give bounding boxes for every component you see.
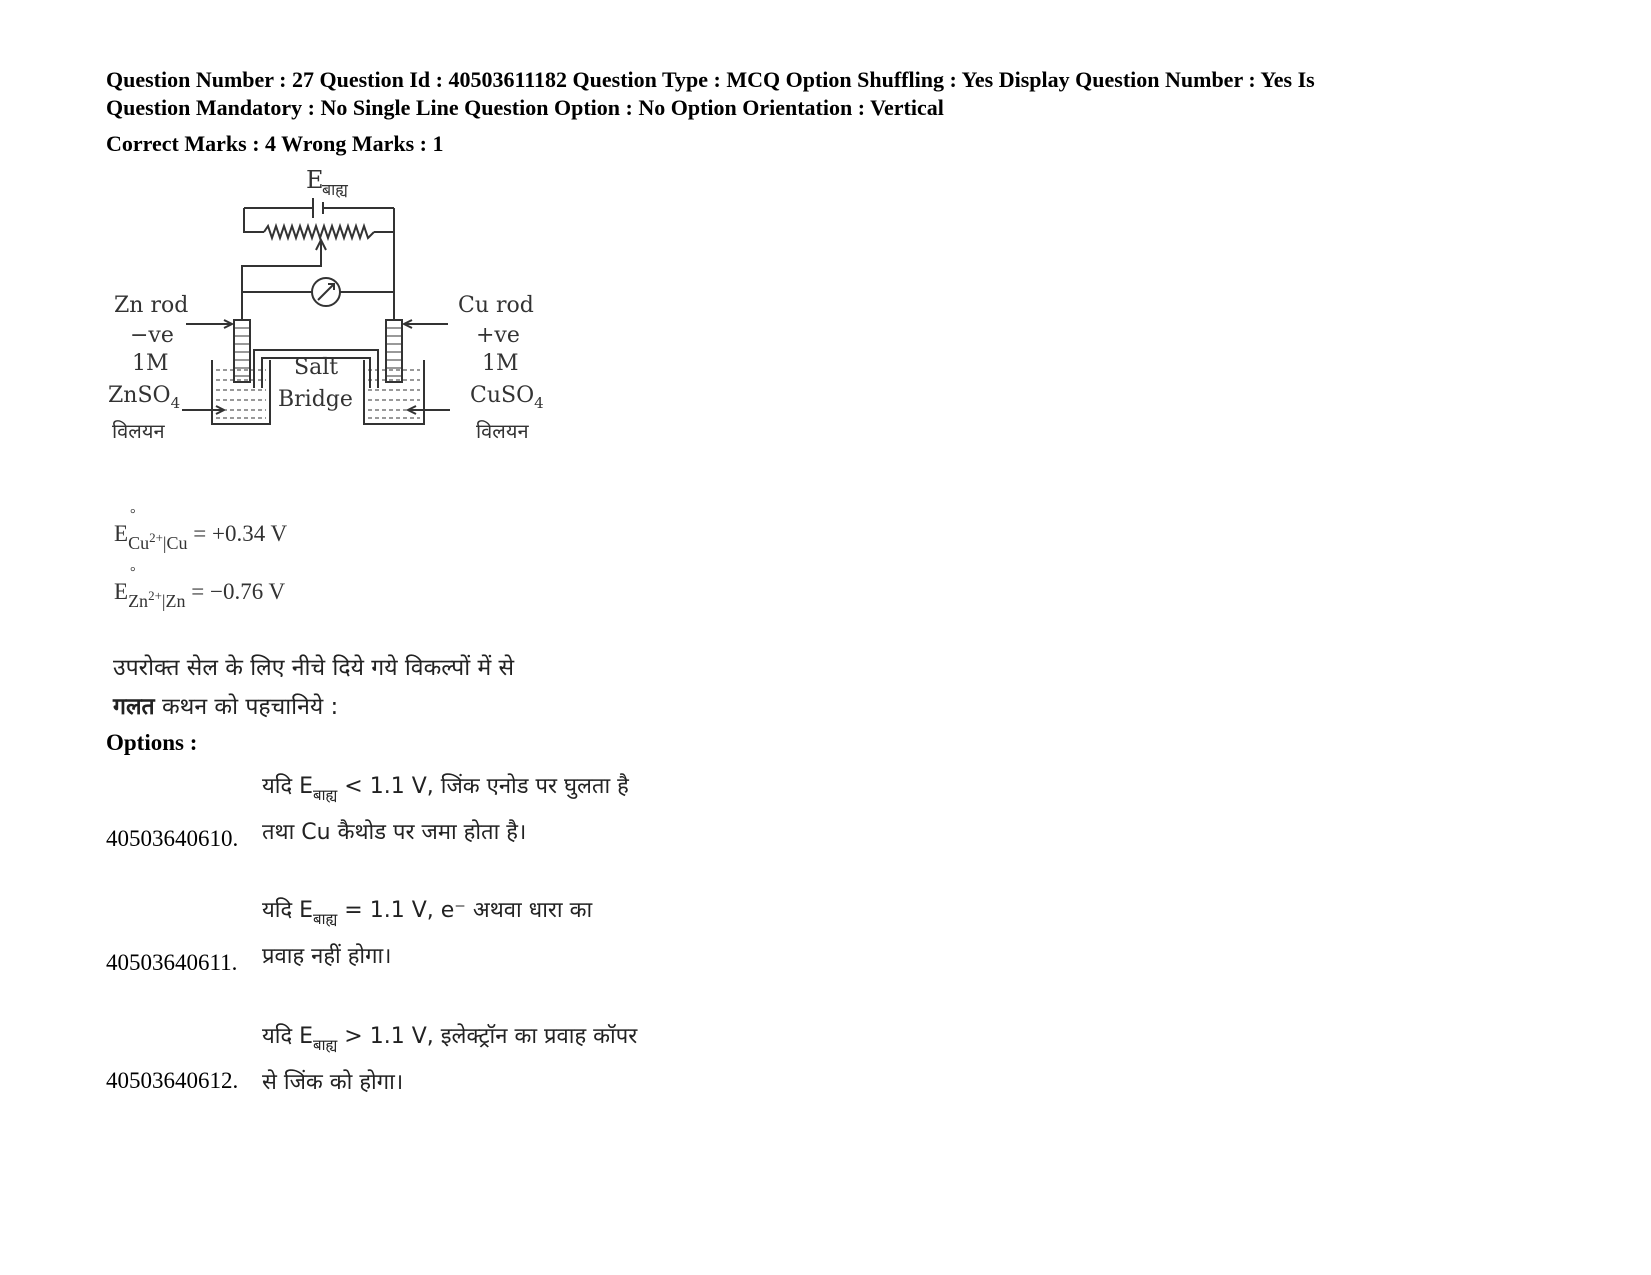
question-meta-line1: Question Number : 27 Question Id : 40503611182 Question Type : MCQ Option Shuffling : Yes Display Question Number : Yes Is	[106, 67, 1315, 92]
salt-bridge-label-1: Salt	[294, 355, 339, 380]
external-emf-subscript: बाह्य	[322, 180, 348, 199]
option-text[interactable]: यदि $E_{बाह्य} > 1.1$ V, इलेक्ट्रॉन का प्रवाह कॉपर से जिंक को होगा।	[262, 1024, 638, 1095]
question-text-line1: उपरोक्त सेल के लिए नीचे दिये गये विकल्पों में से	[113, 655, 515, 681]
zn-rod-arrow	[186, 320, 232, 328]
zn-solution-label: विलयन	[112, 419, 165, 443]
electrochemical-cell-diagram	[108, 162, 568, 472]
option-text[interactable]: यदि $E_{बाह्य} = 1.1$ V, e⁻ अथवा धारा का प्रवाह नहीं होगा।	[262, 898, 593, 969]
zn-rod-label: Zn rod	[114, 293, 189, 318]
options-label: Options :	[106, 730, 198, 755]
cu-rod-arrow	[404, 320, 448, 328]
cu-rod-label: Cu rod	[458, 293, 534, 318]
cu-solution-arrow	[408, 406, 450, 414]
cu-rod	[386, 320, 402, 382]
galvanometer-needle	[318, 284, 334, 300]
question-meta-line2: Question Mandatory : No Single Line Question Option : No Option Orientation : Vertical	[106, 95, 944, 120]
option-id: 40503640611.	[106, 950, 238, 975]
marks-info: Correct Marks : 4 Wrong Marks : 1	[106, 131, 444, 156]
cu-salt-label: CuSO$_4$	[470, 383, 544, 412]
question-text-line2: गलत कथन को पहचानिये :	[113, 694, 339, 720]
option-id: 40503640610.	[106, 826, 239, 851]
zn-rod	[234, 320, 250, 382]
zn-sign-label: −ve	[130, 323, 174, 348]
zn-salt-label: ZnSO$_4$	[108, 383, 181, 412]
cu-solution-label: विलयन	[476, 419, 529, 443]
zn-solution-arrow	[182, 406, 224, 414]
cu-sign-label: +ve	[476, 323, 520, 348]
option-id: 40503640612.	[106, 1068, 239, 1093]
zn-conc-label: 1M	[132, 351, 169, 376]
cu-conc-label: 1M	[482, 351, 519, 376]
cu-electrode-potential: ° $E_{Cu^{2+}|Cu} = +0.34$ V	[114, 507, 288, 553]
zn-electrode-potential: ° $E_{Zn^{2+}|Zn} = -0.76$ V	[114, 565, 286, 611]
resistor-zigzag	[264, 226, 374, 238]
option-text[interactable]: यदि $E_{बाह्य} < 1.1$ V, जिंक एनोड पर घुलता है तथा Cu कैथोड पर जमा होता है।	[262, 774, 629, 845]
external-emf-label: E	[306, 166, 324, 194]
salt-bridge-label-2: Bridge	[278, 387, 353, 412]
slider-wire	[242, 242, 321, 320]
